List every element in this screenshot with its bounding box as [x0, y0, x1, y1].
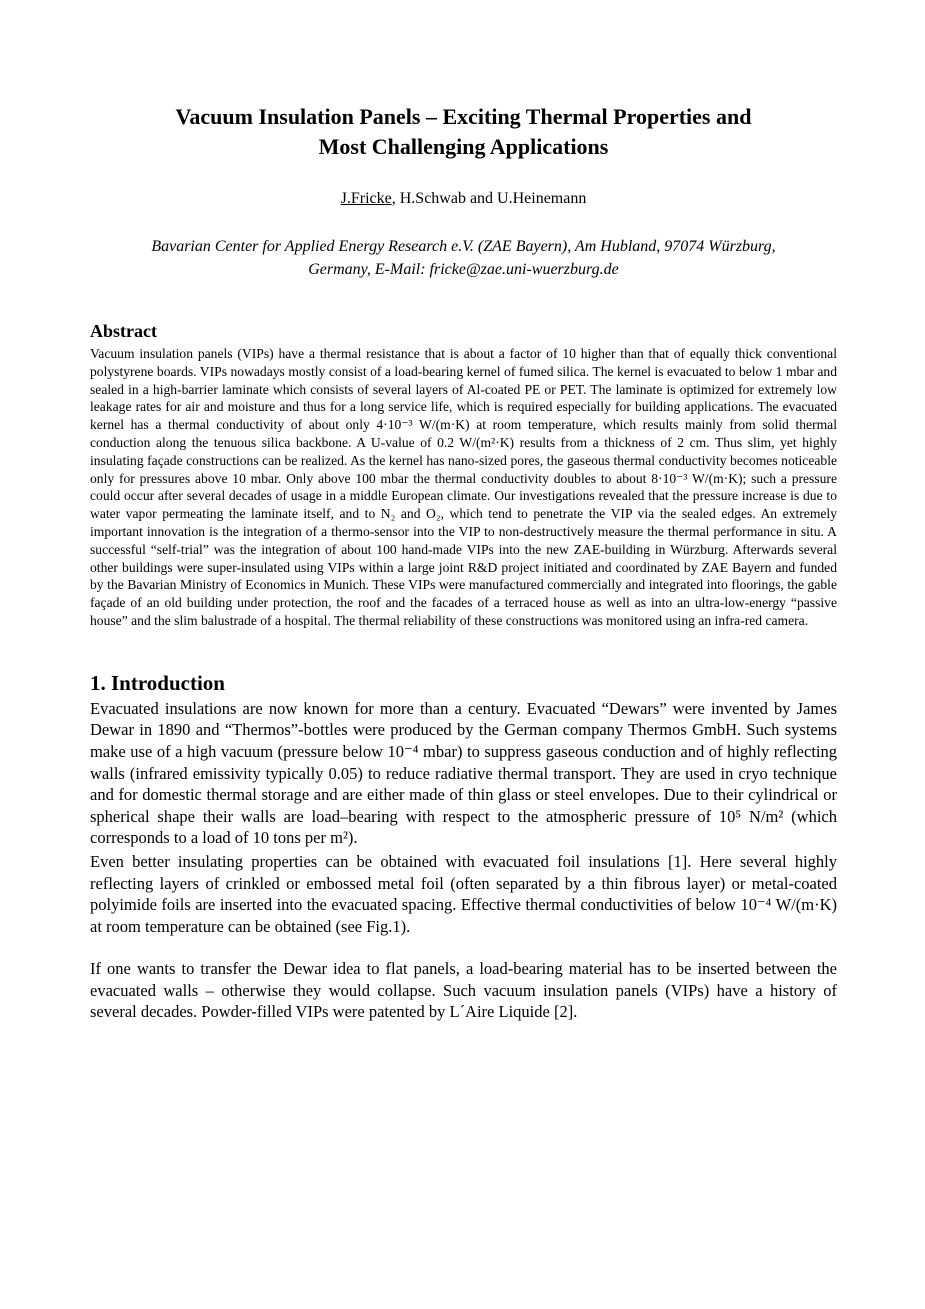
- affiliation-line1: Bavarian Center for Applied Energy Research e.V. (ZAE Bayern), Am Hubland, 97074 Würzburg,: [151, 238, 776, 255]
- introduction-para-3: If one wants to transfer the Dewar idea to flat panels, a load-bearing material has to be inserted between the evacuated walls – otherwise they would collapse. Such vacuum insulation panels (VIPs) have a history of several decades. Powder-filled VIPs were patented by L´Aire Liquide [2].: [90, 959, 837, 1022]
- introduction-para-1: Evacuated insulations are now known for more than a century. Evacuated “Dewars” were invented by James Dewar in 1890 and “Thermos”-bottles were produced by the German company Thermos GmbH. Such systems make use of a high vacuum (pressure below 10⁻⁴ mbar) to suppress gaseous conduction and of highly reflecting walls (infrared emissivity typically 0.05) to reduce radiative thermal transport. They are used in cryo technique and for domestic thermal storage and are either made of thin glass or steel envelopes. Due to their cylindrical or spherical shape their walls are load–bearing with respect to the atmospheric pressure of 10⁵ N/m² (which corresponds to a load of 10 tons per m²).: [90, 698, 837, 848]
- introduction-heading: 1. Introduction: [90, 670, 225, 695]
- introduction-para-2: Even better insulating properties can be obtained with evacuated foil insulations [1]. Here several highly reflecting layers of crinkled or embossed metal foil (often separated by a thin fibrous layer) or metal-coated polyimide foils are inserted into the evacuated spacing. Effective thermal conductivities of below 10⁻⁴ W/(m·K) at room temperature can be obtained (see Fig.1).: [90, 851, 837, 936]
- abstract-heading: Abstract: [90, 321, 157, 341]
- paper-title-line1: Vacuum Insulation Panels – Exciting Thermal Properties and: [175, 104, 752, 129]
- authors-rest: , H.Schwab and U.Heinemann: [391, 190, 587, 207]
- authors-line: [90, 190, 837, 208]
- author-name-fricke: J.Fricke: [340, 190, 392, 207]
- paper-title: [90, 102, 837, 162]
- affiliation: [90, 235, 837, 281]
- affiliation-line2: Germany, E-Mail: fricke@zae.uni-wuerzburg.de: [308, 261, 619, 278]
- paper-title-line2: Most Challenging Applications: [318, 134, 609, 159]
- abstract-body: Vacuum insulation panels (VIPs) have a thermal resistance that is about a factor of 10 higher than that of equally thick conventional polystyrene boards. VIPs nowadays mostly consist of a load-bearing kernel of fumed silica. The kernel is evacuated to below 1 mbar and sealed in a high-barrier laminate which consists of several layers of Al-coated PE or PET. The laminate is optimized for extremely low leakage rates for air and moisture and thus for a long service life, which is required especially for building applications. The evacuated kernel has a thermal conductivity of about only 4·10⁻³ W/(m·K) at room temperature, which results mainly from solid thermal conduction along the tenuous silica backbone. A U-value of 0.2 W/(m²·K) results from a thickness of 2 cm. Thus slim, yet highly insulating façade constructions can be realized. As the kernel has nano-sized pores, the gaseous thermal conductivity becomes noticeable only for pressures above 10 mbar. Only above 100 mbar the thermal conductivity doubles to about 8·10⁻³ W/(m·K); such a pressure could occur after several decades of usage in a middle European climate. Our investigations revealed that the pressure increase is due to water vapor permeating the laminate itself, and to N₂ and O₂, which tend to penetrate the VIP via the sealed edges. An extremely important innovation is the integration of a thermo-sensor into the VIP to non-destructively measure the thermal performance in situ. A successful “self-trial” was the integration of about 100 hand-made VIPs into the new ZAE-building in Würzburg. Afterwards several other buildings were super-insulated using VIPs within a large joint R&D project initiated and coordinated by ZAE Bayern and funded by the Bavarian Ministry of Economics in Munich. These VIPs were manufactured commercially and integrated into floorings, the gable façade of an old building under protection, the roof and the facades of a terraced house as well as into an ultra-low-energy “passive house” and the slim balustrade of a hospital. The thermal reliability of these constructions was monitored using an infra-red camera.: [90, 346, 837, 628]
